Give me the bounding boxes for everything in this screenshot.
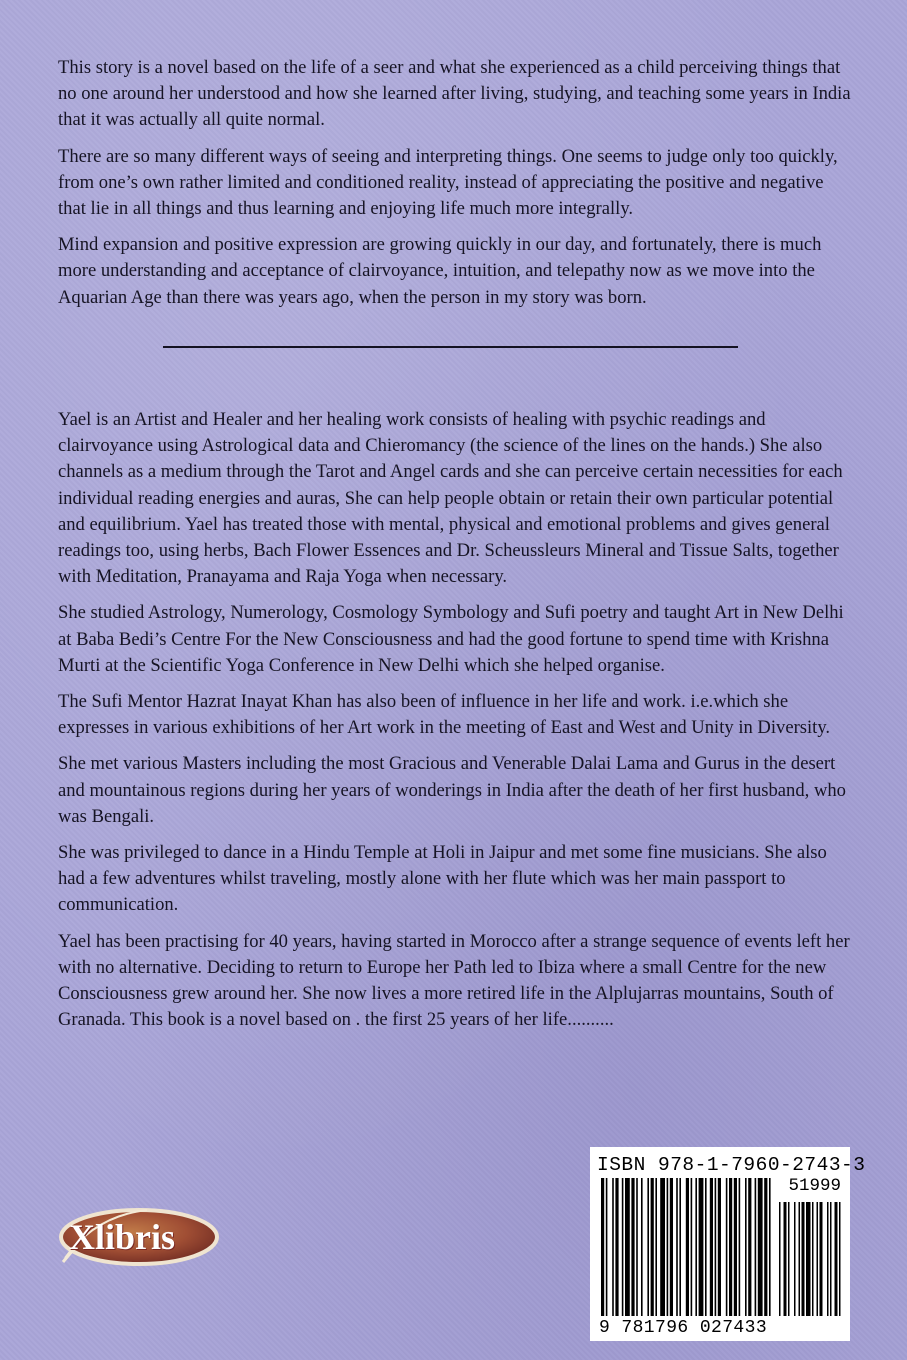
bio-paragraph: She studied Astrology, Numerology, Cosmology Symbology and Sufi poetry and taught Art in New Delhi at Baba Bedi’s Centre For the New Consciousness and had the good fortune to spend time with Krishna Murti at the Scientific Yoga Conference in New Delhi which she helped organise. [58,602,844,676]
publisher-name: Xlibris [69,1217,176,1257]
intro-paragraph: There are so many different ways of seeing and interpreting things. One seems to judge only too quickly, from one’s own rather limited and conditioned reality, instead of appreciating the positive and negative that lie in all things and thus learning and enjoying life much more integrally. [58,145,838,220]
intro-paragraph: Mind expansion and positive expression are growing quickly in our day, and fortunately, there is much more understanding and acceptance of clairvoyance, intuition, and telepathy now as we move into the Aquarian Age than there was years ago, when the person in my story was born. [58,234,822,308]
intro-blurb [58,55,852,321]
bio-paragraph: Yael is an Artist and Healer and her healing work consists of healing with psychic readings and clairvoyance using Astrological data and Chieromancy (the science of the lines on the hands.) She also channels as a medium through the Tarot and Angel cards and she can perceive certain necessities for each individual reading energies and auras, She can help people obtain or retain their own particular potential and equilibrium. Yael has treated those with mental, physical and emotional problems and gives general readings too, using herbs, Bach Flower Essences and Dr. Scheussleurs Mineral and Tissue Salts, together with Meditation, Pranayama and Raja Yoga when necessary. [58,409,843,588]
isbn-label: ISBN 978-1-7960-2743-3 [597,1154,866,1176]
bio-paragraph: Yael has been practising for 40 years, having started in Morocco after a strange sequence of events left her with no alternative. Deciding to return to Europe her Path led to Ibiza where a small Centre for the new Consciousness grew around her. She now lives a more retired life in the Alplujarras mountains, South of Granada. This book is a novel based on . the first 25 years of her life.......... [58,930,850,1031]
publisher-logo [55,1196,225,1280]
section-divider [163,346,738,348]
price-code: 51999 [788,1176,841,1196]
bio-paragraph: She was privileged to dance in a Hindu Temple at Holi in Jaipur and met some fine musicians. She also had a few adventures whilst traveling, mostly alone with her flute which was her main passport to communication. [58,842,827,916]
author-bio [58,407,852,1043]
barcode-bars-icon [593,1150,847,1338]
ean-digits: 9 781796 027433 [599,1318,768,1338]
isbn-barcode [590,1147,866,1341]
bio-paragraph: The Sufi Mentor Hazrat Inayat Khan has also been of influence in her life and work. i.e.which she expresses in various exhibitions of her Art work in the meeting of East and West and Unity in Diversity. [58,691,831,739]
intro-paragraph: This story is a novel based on the life of a seer and what she experienced as a child perceiving things that no one around her understood and how she learned after living, studying, and teaching some years in India that it was actually all quite normal. [58,57,851,131]
bio-paragraph: She met various Masters including the most Gracious and Venerable Dalai Lama and Gurus in the desert and mountainous regions during her years of wonderings in India after the death of her first husband, who was Bengali. [58,753,846,827]
